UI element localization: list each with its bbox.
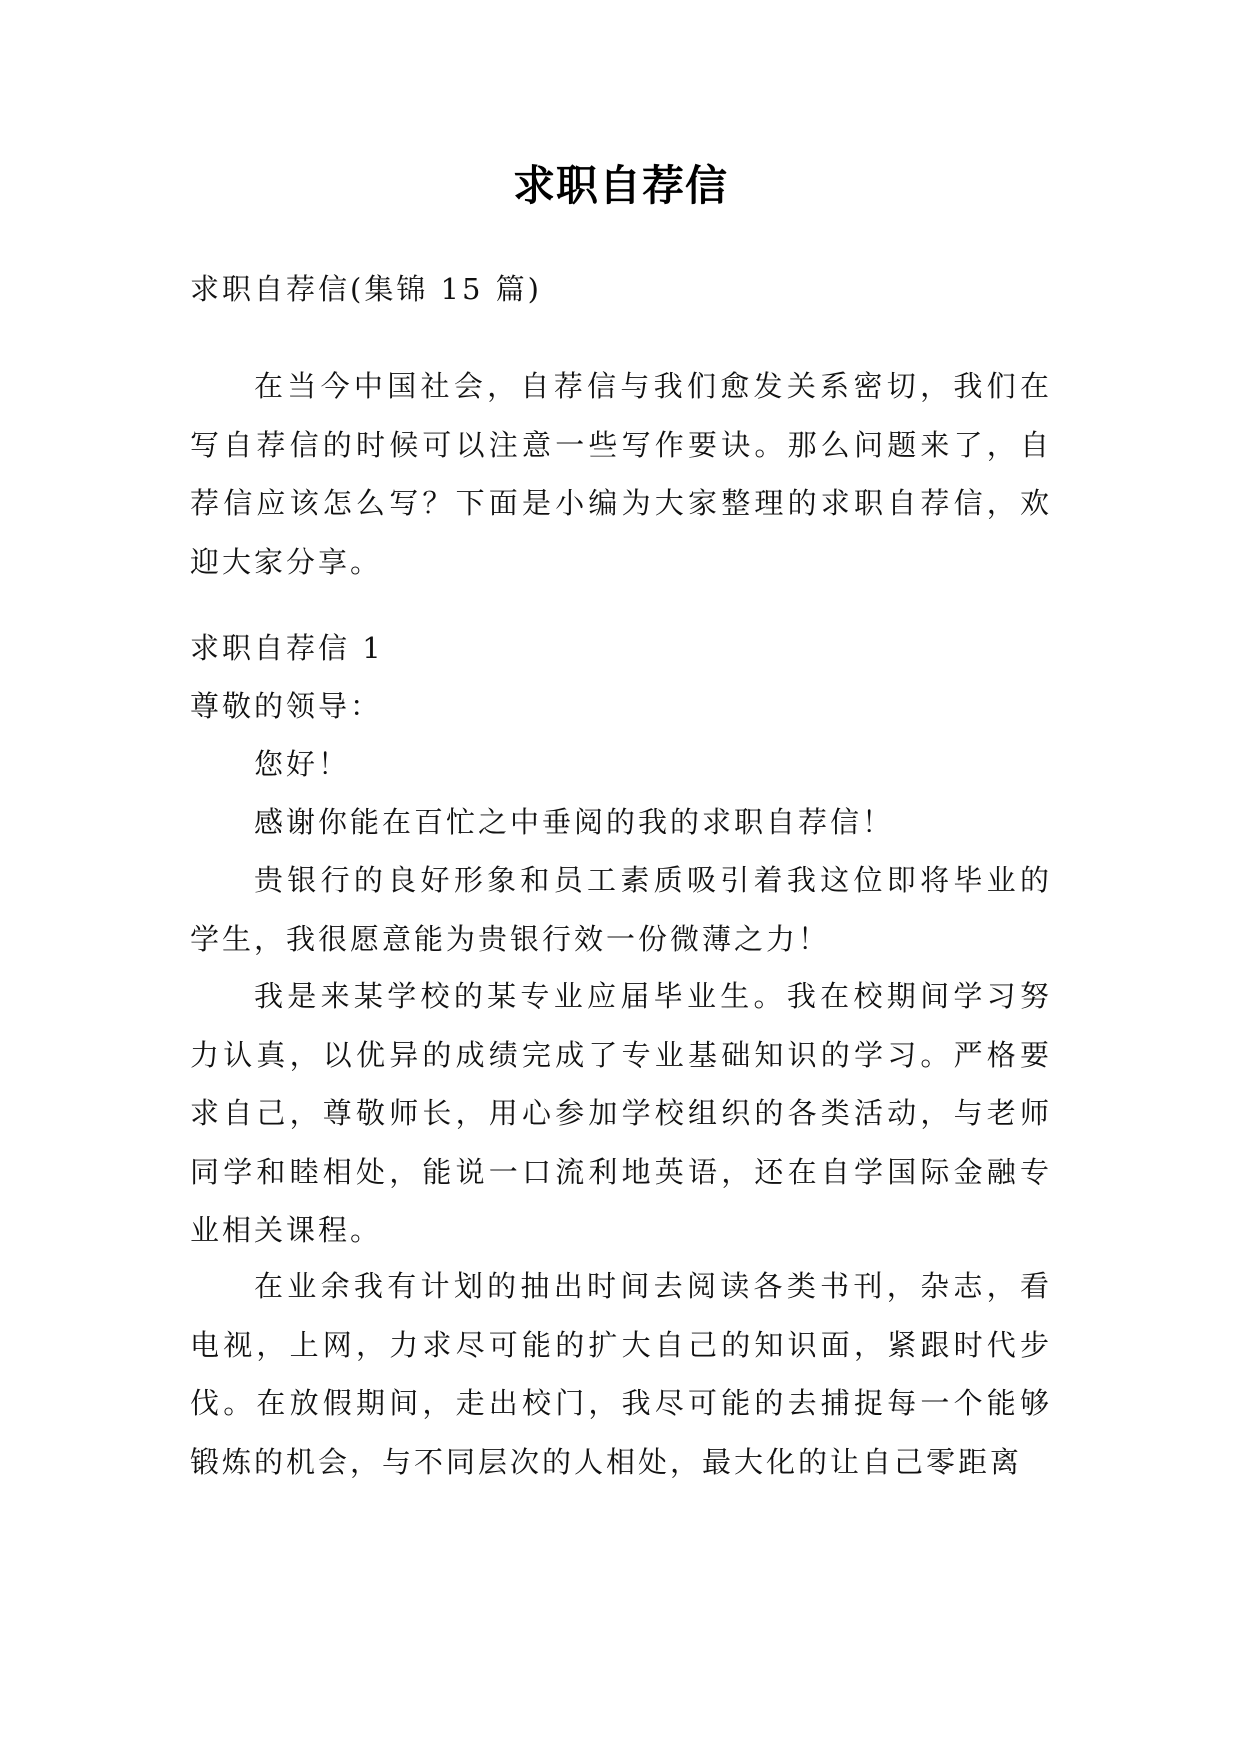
letter-salutation: 尊敬的领导： (190, 689, 383, 723)
letter-greeting: 您好！ (254, 747, 351, 781)
letter-paragraph-3: 在业余我有计划的抽出时间去阅读各类书刊，杂志，看电视，上网，力求尽可能的扩大自己的知识面，紧跟时代步伐。在放假期间，走出校门，我尽可能的去捕捉每一个能够锻炼的机会，与不同层次的人相处，最大化的让自己零距离 (190, 1269, 1052, 1479)
intro-paragraph: 在当今中国社会，自荐信与我们愈发关系密切，我们在写自荐信的时候可以注意一些写作要诀。那么问题来了，自荐信应该怎么写？下面是小编为大家整理的求职自荐信，欢迎大家分享。 (190, 369, 1052, 579)
letter-paragraph-1: 贵银行的良好形象和员工素质吸引着我这位即将毕业的学生，我很愿意能为贵银行效一份微薄之力！ (190, 863, 1052, 956)
letter-paragraph-2: 我是来某学校的某专业应届毕业生。我在校期间学习努力认真，以优异的成绩完成了专业基础知识的学习。严格要求自己，尊敬师长，用心参加学校组织的各类活动，与老师同学和睦相处，能说一口流利地英语，还在自学国际金融专业相关课程。 (190, 979, 1052, 1247)
letter-heading: 求职自荐信 1 (190, 631, 384, 665)
letter-thanks: 感谢你能在百忙之中垂阅的我的求职自荐信！ (254, 805, 895, 839)
document-subtitle: 求职自荐信(集锦 15 篇) (190, 272, 542, 306)
document-title: 求职自荐信 (512, 161, 728, 210)
